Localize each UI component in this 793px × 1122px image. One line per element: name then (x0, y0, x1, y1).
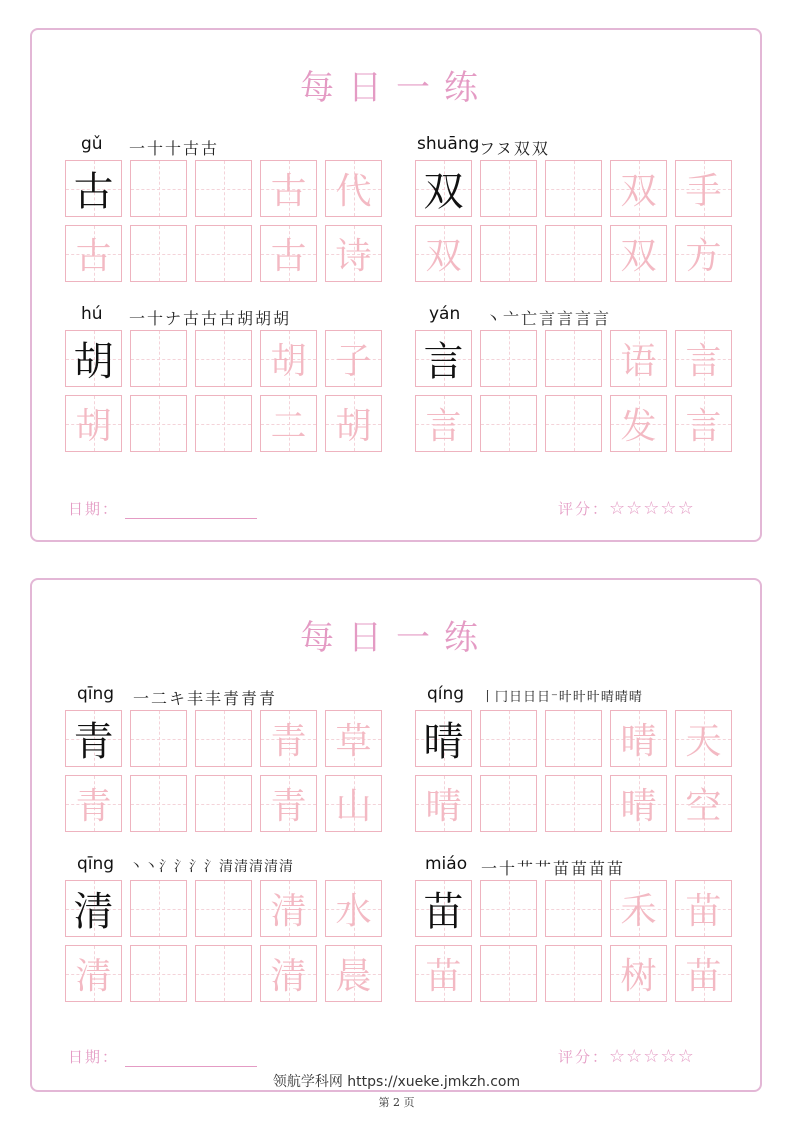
trace-cell: 水 (325, 880, 382, 937)
pinyin: miáo (425, 854, 468, 874)
score-label: 评分： (558, 500, 610, 518)
trace-cell: 胡 (65, 395, 122, 452)
trace-cell: 言 (675, 330, 732, 387)
blank-cell[interactable] (195, 710, 252, 767)
trace-cell: 双 (610, 225, 667, 282)
stroke-order: 一二キ丰丰青青青 (133, 689, 278, 708)
stroke-order: 一十十古古 (129, 139, 220, 158)
trace-cell: 青 (260, 775, 317, 832)
trace-cell: 方 (675, 225, 732, 282)
stroke-order: 丶丶氵氵氵氵清清清清清 (129, 859, 294, 875)
blank-cell[interactable] (480, 160, 537, 217)
trace-cell: 言 (415, 395, 472, 452)
trace-cell: 言 (675, 395, 732, 452)
date-field[interactable] (68, 498, 257, 519)
score-field (558, 1046, 695, 1067)
trace-cell: 清 (260, 880, 317, 937)
blank-cell[interactable] (545, 225, 602, 282)
blank-cell[interactable] (195, 225, 252, 282)
pinyin: qīng (77, 854, 115, 874)
blank-cell[interactable] (195, 880, 252, 937)
trace-cell: 语 (610, 330, 667, 387)
blank-cell[interactable] (480, 710, 537, 767)
pinyin: qīng (77, 684, 115, 704)
trace-cell: 青 (260, 710, 317, 767)
trace-cell: 青 (65, 775, 122, 832)
trace-cell: 天 (675, 710, 732, 767)
trace-cell: 代 (325, 160, 382, 217)
blank-cell[interactable] (545, 395, 602, 452)
blank-cell[interactable] (130, 710, 187, 767)
blank-cell[interactable] (130, 160, 187, 217)
trace-cell: 苗 (415, 945, 472, 1002)
char-cell-main: 晴 (415, 710, 472, 767)
char-cell-main: 双 (415, 160, 472, 217)
practice-sheet-1 (30, 28, 762, 542)
char-cell-main: 言 (415, 330, 472, 387)
trace-cell: 胡 (260, 330, 317, 387)
score-label: 评分： (558, 1048, 610, 1066)
practice-sheet-2 (30, 578, 762, 1092)
trace-cell: 晴 (610, 775, 667, 832)
stroke-order: 一十艹艹苗苗苗苗 (481, 859, 626, 878)
pinyin: shuāng (417, 134, 480, 154)
sheet-title: 每日一练 (300, 618, 492, 658)
date-line[interactable] (125, 1052, 257, 1067)
blank-cell[interactable] (480, 225, 537, 282)
blank-cell[interactable] (195, 395, 252, 452)
char-cell-main: 苗 (415, 880, 472, 937)
date-field[interactable] (68, 1046, 257, 1067)
trace-cell: 晴 (415, 775, 472, 832)
trace-cell: 草 (325, 710, 382, 767)
blank-cell[interactable] (195, 330, 252, 387)
date-line[interactable] (125, 504, 257, 519)
pinyin: qíng (427, 684, 465, 704)
stroke-order: 丶亠亡言言言言 (485, 309, 612, 328)
trace-cell: 双 (610, 160, 667, 217)
trace-cell: 双 (415, 225, 472, 282)
blank-cell[interactable] (480, 945, 537, 1002)
star-icons[interactable]: ☆☆☆☆☆ (609, 1046, 695, 1067)
trace-cell: 诗 (325, 225, 382, 282)
trace-cell: 晴 (610, 710, 667, 767)
trace-cell: 手 (675, 160, 732, 217)
trace-cell: 二 (260, 395, 317, 452)
blank-cell[interactable] (480, 775, 537, 832)
blank-cell[interactable] (195, 160, 252, 217)
char-cell-main: 清 (65, 880, 122, 937)
blank-cell[interactable] (480, 330, 537, 387)
trace-cell: 山 (325, 775, 382, 832)
trace-cell: 古 (260, 225, 317, 282)
blank-cell[interactable] (545, 775, 602, 832)
trace-cell: 子 (325, 330, 382, 387)
trace-cell: 苗 (675, 880, 732, 937)
trace-cell: 胡 (325, 395, 382, 452)
blank-cell[interactable] (545, 945, 602, 1002)
blank-cell[interactable] (545, 330, 602, 387)
blank-cell[interactable] (195, 945, 252, 1002)
blank-cell[interactable] (195, 775, 252, 832)
stroke-order: 一十ナ古古古胡胡胡 (129, 309, 292, 328)
sheet-title: 每日一练 (300, 68, 492, 108)
pinyin: yán (429, 304, 461, 324)
blank-cell[interactable] (545, 710, 602, 767)
trace-cell: 树 (610, 945, 667, 1002)
pinyin: gǔ (81, 134, 103, 154)
blank-cell[interactable] (545, 880, 602, 937)
char-cell-main: 青 (65, 710, 122, 767)
trace-cell: 空 (675, 775, 732, 832)
blank-cell[interactable] (130, 395, 187, 452)
score-field (558, 498, 695, 519)
page-number: 第 2 页 (378, 1096, 415, 1109)
pinyin: hú (81, 304, 103, 324)
footer-watermark: 领航学科网 https://xueke.jmkzh.com (272, 1074, 521, 1090)
trace-cell: 苗 (675, 945, 732, 1002)
trace-cell: 清 (260, 945, 317, 1002)
stroke-order: フヌ双双 (479, 139, 550, 158)
trace-cell: 晨 (325, 945, 382, 1002)
blank-cell[interactable] (480, 395, 537, 452)
char-cell-main: 古 (65, 160, 122, 217)
blank-cell[interactable] (130, 330, 187, 387)
blank-cell[interactable] (130, 225, 187, 282)
blank-cell[interactable] (130, 775, 187, 832)
trace-cell: 清 (65, 945, 122, 1002)
blank-cell[interactable] (480, 880, 537, 937)
trace-cell: 禾 (610, 880, 667, 937)
blank-cell[interactable] (130, 945, 187, 1002)
date-label: 日期： (68, 1048, 120, 1066)
blank-cell[interactable] (545, 160, 602, 217)
trace-cell: 古 (65, 225, 122, 282)
char-cell-main: 胡 (65, 330, 122, 387)
star-icons[interactable]: ☆☆☆☆☆ (609, 498, 695, 519)
date-label: 日期： (68, 500, 120, 518)
trace-cell: 古 (260, 160, 317, 217)
blank-cell[interactable] (130, 880, 187, 937)
stroke-order: 丨冂日日日⁻旪旪旪晴晴晴 (481, 690, 643, 705)
trace-cell: 发 (610, 395, 667, 452)
